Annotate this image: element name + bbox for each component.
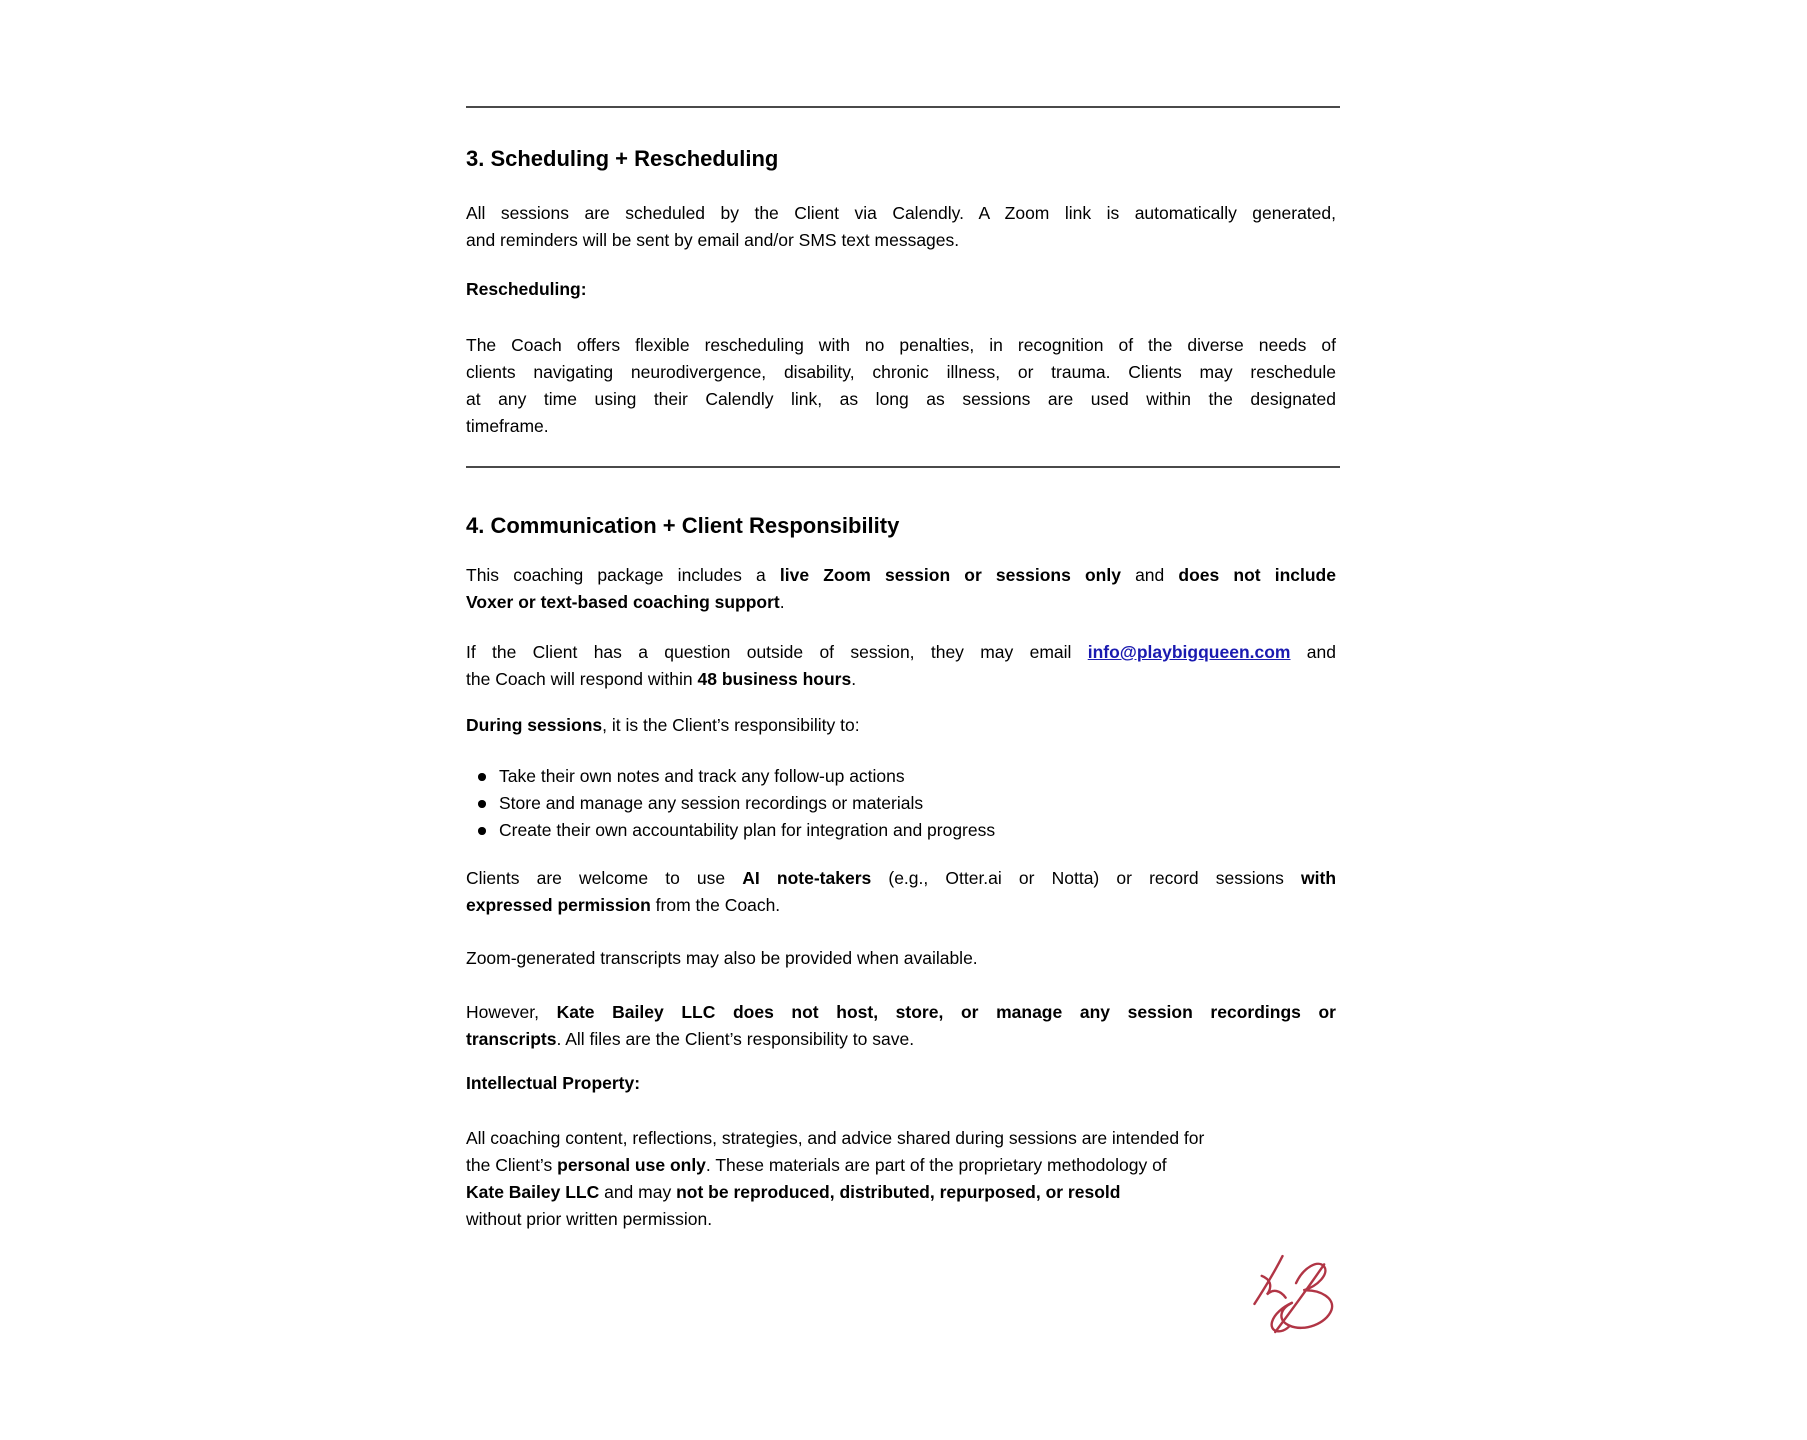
text-run: If the Client has a question outside of session, they may email	[466, 642, 1088, 662]
paragraph	[466, 332, 1336, 440]
text-line	[466, 1152, 1336, 1179]
bullet-text: Create their own accountability plan for integration and progress	[499, 820, 996, 840]
text-run: the Coach will respond within	[466, 669, 698, 689]
paragraph	[466, 562, 1336, 616]
bullet-dot-icon	[478, 800, 486, 808]
bold-text-run: personal use only	[557, 1155, 706, 1175]
text-run: .	[779, 592, 785, 612]
text-line	[466, 666, 1336, 693]
bullet-text: Store and manage any session recordings or materials	[499, 793, 924, 813]
text-run: clients navigating neurodivergence, disability, chronic illness, or trauma. Clients may reschedule	[466, 362, 1336, 382]
text-run: and reminders will be sent by email and/or SMS text messages.	[466, 230, 960, 250]
text-line	[466, 227, 1336, 254]
text-run: the Client’s	[466, 1155, 558, 1175]
text-run: (e.g., Otter.ai or Notta) or record sessions	[871, 868, 1302, 888]
bullet-dot-icon	[478, 773, 486, 781]
text-line	[466, 413, 1336, 440]
text-line	[466, 1206, 1336, 1233]
text-run: All sessions are scheduled by the Client via Calendly. A Zoom link is automatically generated,	[466, 203, 1336, 223]
bullet-list	[466, 763, 1336, 844]
bullet-text: Take their own notes and track any follow-up actions	[499, 766, 905, 786]
text-line	[466, 892, 1336, 919]
text-run: The Coach offers flexible rescheduling with no penalties, in recognition of the diverse needs of	[466, 335, 1336, 355]
text-run: This coaching package includes a	[466, 565, 780, 585]
paragraph	[466, 865, 1336, 919]
bold-text-run: does not include	[1178, 565, 1336, 585]
paragraph	[466, 945, 1336, 972]
text-line	[466, 562, 1336, 589]
paragraph	[466, 999, 1336, 1053]
email-link[interactable]: info@playbigqueen.com	[1087, 642, 1291, 662]
paragraph	[466, 276, 1336, 303]
text-line	[466, 200, 1336, 227]
text-line	[466, 639, 1336, 666]
bold-text-run: live Zoom session or sessions only	[779, 565, 1121, 585]
text-run: All coaching content, reflections, strategies, and advice shared during sessions are intended for	[466, 1128, 1205, 1148]
bold-text-run: transcripts	[466, 1029, 557, 1049]
text-run: timeframe.	[466, 416, 549, 436]
bold-text-run: Voxer or text-based coaching support	[466, 592, 780, 612]
text-line	[466, 589, 1336, 616]
paragraph	[466, 200, 1336, 254]
section-heading	[466, 512, 1336, 539]
text-line	[466, 1026, 1336, 1053]
text-run: without prior written permission.	[466, 1209, 713, 1229]
text-run: and	[1290, 642, 1337, 662]
bullet-dot-icon	[478, 827, 486, 835]
text-run: , it is the Client’s responsibility to:	[602, 715, 860, 735]
text-run: . These materials are part of the proprietary methodology of	[705, 1155, 1167, 1175]
text-run: Clients are welcome to use	[466, 868, 743, 888]
bold-text-run: expressed permission	[466, 895, 651, 915]
bold-text-run: Kate Bailey LLC	[466, 1182, 600, 1202]
text-line	[466, 1070, 1336, 1097]
paragraph	[466, 1070, 1336, 1097]
text-run: However,	[466, 1002, 557, 1022]
paragraph	[466, 712, 1336, 739]
bold-text-run: 4. Communication + Client Responsibility	[466, 513, 900, 538]
text-line	[466, 276, 1336, 303]
paragraph	[466, 639, 1336, 693]
text-line	[466, 999, 1336, 1026]
signature-kb-monogram	[1243, 1243, 1347, 1343]
document-column	[466, 0, 1336, 1233]
text-run: . All files are the Client’s responsibility to save.	[556, 1029, 915, 1049]
bold-text-run: During sessions	[466, 715, 603, 735]
section-heading	[466, 145, 1336, 172]
text-line	[466, 1125, 1336, 1152]
text-line	[466, 1179, 1336, 1206]
text-run: at any time using their Calendly link, as long as sessions are used within the designated	[466, 389, 1336, 409]
text-line	[466, 332, 1336, 359]
bold-text-run: 48 business hours	[697, 669, 852, 689]
bullet-item	[466, 790, 1336, 817]
bold-text-run: Intellectual Property:	[466, 1073, 641, 1093]
text-line	[466, 945, 1336, 972]
bold-text-run: Kate Bailey LLC does not host, store, or manage any session recordings or	[556, 1002, 1336, 1022]
text-run: .	[851, 669, 857, 689]
horizontal-rule	[466, 466, 1340, 468]
paragraph	[466, 1125, 1336, 1233]
signature-strokes	[1254, 1256, 1332, 1332]
bullet-item	[466, 817, 1336, 844]
text-run: and	[1120, 565, 1179, 585]
bullet-item	[466, 763, 1336, 790]
text-line	[466, 359, 1336, 386]
bold-text-run: Rescheduling:	[466, 279, 587, 299]
bold-text-run: with	[1301, 868, 1337, 888]
text-line	[466, 386, 1336, 413]
text-line	[466, 865, 1336, 892]
bold-text-run: not be reproduced, distributed, repurposed, or resold	[676, 1182, 1121, 1202]
horizontal-rule	[466, 106, 1340, 108]
text-line	[466, 712, 1336, 739]
text-run: from the Coach.	[650, 895, 781, 915]
bold-text-run: AI note-takers	[742, 868, 872, 888]
text-run: and may	[599, 1182, 677, 1202]
bold-text-run: 3. Scheduling + Rescheduling	[466, 146, 779, 171]
text-run: Zoom-generated transcripts may also be provided when available.	[466, 948, 978, 968]
